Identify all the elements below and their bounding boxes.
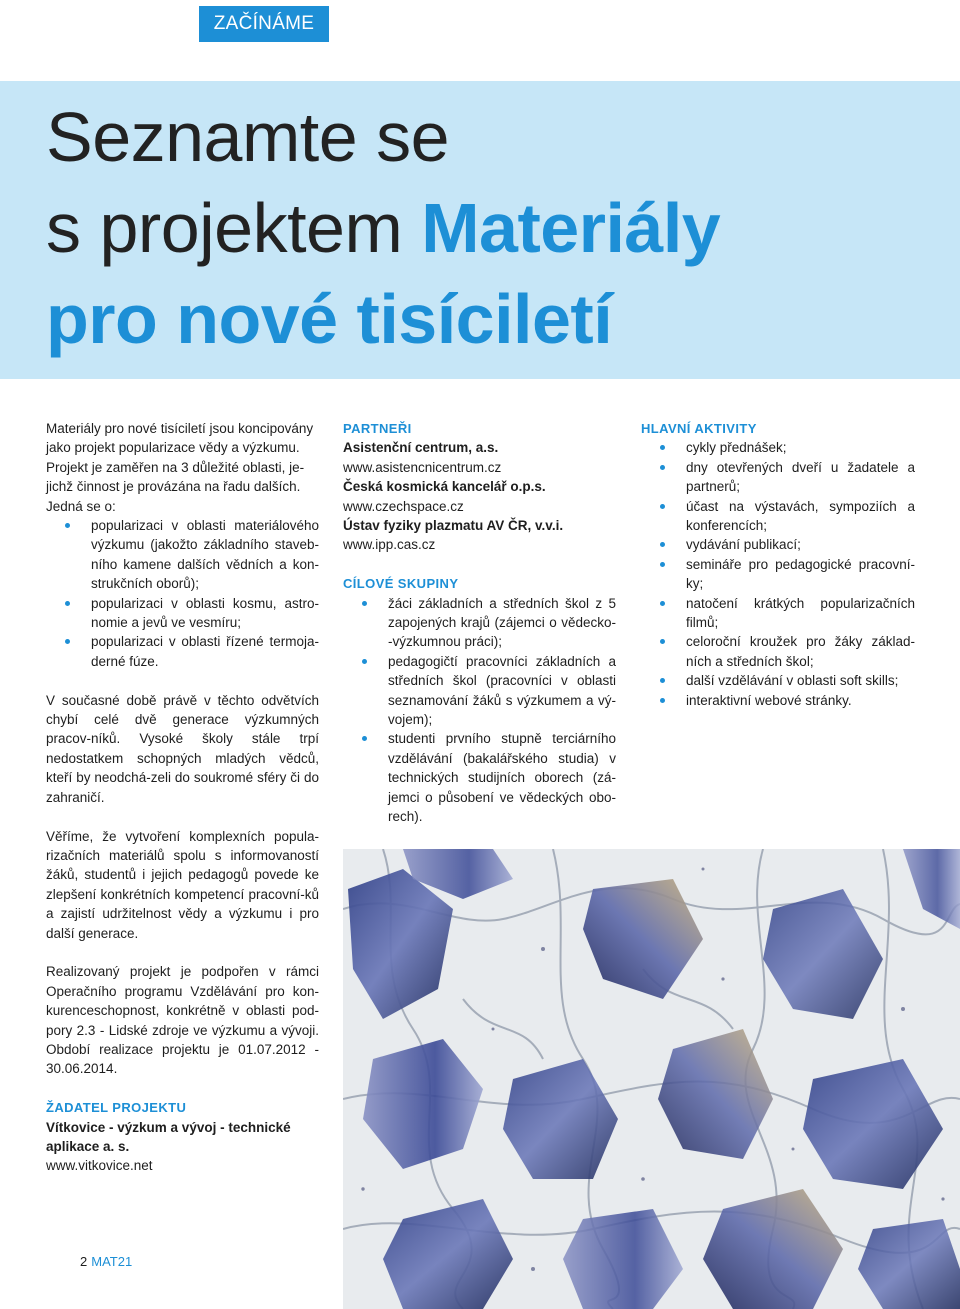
activities-list: [641, 438, 915, 710]
intro-line: jako projekt popularizace vědy a výzkumu.: [46, 440, 300, 456]
partner-web: www.asistencnicentrum.cz: [343, 459, 502, 475]
partner-entry: [343, 477, 616, 516]
page-title: [46, 92, 720, 365]
title-line-1: Seznamte se: [46, 98, 450, 176]
intro-text: [46, 419, 319, 516]
list-item: semináře pro pedagogické pracovní-ky;: [641, 555, 915, 594]
list-item: pedagogičtí pracovníci základních a středních škol (pracovníci v oblasti seznamování žáků s výzkumem a vý-vojem);: [343, 652, 616, 730]
list-item: studenti prvního stupně terciárního vzdělávání (bakalářského studia) v technických studijních oborech (zá-jemci o působení ve vědeckých obo-rech).: [343, 729, 616, 826]
intro-line: Materiály pro nové tisíciletí jsou koncipovány: [46, 421, 314, 436]
applicant-web: www.vitkovice.net: [46, 1158, 153, 1174]
target-groups-heading: CÍLOVÉ SKUPINY: [343, 576, 459, 592]
intro-line: jichž činnost je provázána na řadu dalších.: [46, 479, 301, 495]
partner-entry: [343, 516, 616, 555]
column-intro: [46, 419, 319, 1176]
title-line-2-plain: s projektem: [46, 189, 422, 267]
title-line-2-highlight: Materiály: [421, 189, 721, 267]
list-item: účast na výstavách, sympoziích a konferencích;: [641, 497, 915, 536]
focus-areas-list: [46, 516, 319, 671]
intro-line: Jedná se o:: [46, 498, 116, 514]
list-item: popularizaci v oblasti materiálového výzkumu (jakožto základního staveb-ního kamene dalších vědních a kon-strukčních oborů);: [46, 516, 319, 594]
target-groups-list: [343, 594, 616, 827]
intro-line: Projekt je zaměřen na 3 důležité oblasti, je-: [46, 459, 305, 475]
partner-name: Česká kosmická kancelář o.p.s.: [343, 479, 546, 495]
list-item: další vzdělávání v oblasti soft skills;: [641, 671, 915, 690]
list-item: natočení krátkých popularizačních filmů;: [641, 594, 915, 633]
list-item: interaktivní webové stránky.: [641, 691, 915, 710]
micrograph-image: [343, 849, 960, 1309]
partner-web: www.czechspace.cz: [343, 498, 464, 514]
list-item: celoroční kroužek pro žáky základ-ních a středních škol;: [641, 632, 915, 671]
section-tab: ZAČÍNÁME: [199, 6, 329, 42]
list-item: vydávání publikací;: [641, 535, 915, 554]
partners-heading: PARTNEŘI: [343, 421, 412, 436]
title-line-3-highlight: pro nové tisíciletí: [46, 280, 613, 358]
list-item: dny otevřených dveří u žadatele a partnerů;: [641, 458, 915, 497]
list-item: žáci základních a středních škol z 5 zapojených krajů (zájemci o vědecko--výzkumnou práci);: [343, 594, 616, 652]
magazine-name: MAT21: [91, 1254, 133, 1269]
partner-entry: [343, 438, 616, 477]
page-footer: [80, 1254, 132, 1269]
column-activities: [641, 419, 915, 710]
partner-web: www.ipp.cas.cz: [343, 537, 436, 553]
applicant-name: Vítkovice - výzkum a vývoj - technické aplikace a. s.: [46, 1119, 291, 1154]
list-item: popularizaci v oblasti řízené termoja-derné fúze.: [46, 632, 319, 671]
partner-name: Ústav fyziky plazmatu AV ČR, v.v.i.: [343, 518, 564, 534]
column-partners: [343, 419, 616, 827]
paragraph-belief: Věříme, že vytvoření komplexních popula-rizačních materiálů spolu s informovaností žáků, studentů i jejich pedagogů povede ke zlepšení konkrétních kompetencí pracovní-ků a zajistí udržitelnost vědy a výzkumu i pro další generace.: [46, 828, 319, 941]
paragraph-funding: Realizovaný projekt je podpořen v rámci Operačního programu Vzdělávání pro kon-kurenceschopnost, konkrétně v oblasti pod-pory 2.3 - Lidské zdroje ve výzkumu a vývoji. Období realizace projektu je 01.07.2012 - 30.06.2014.: [46, 964, 319, 1077]
list-item: cykly přednášek;: [641, 438, 915, 457]
partner-name: Asistenční centrum, a.s.: [343, 440, 499, 456]
applicant-heading: ŽADATEL PROJEKTU: [46, 1100, 187, 1116]
list-item: popularizaci v oblasti kosmu, astro-nomie a jevů ve vesmíru;: [46, 594, 319, 633]
page-number: 2: [80, 1254, 88, 1269]
activities-heading: HLAVNÍ AKTIVITY: [641, 421, 757, 436]
paragraph-researchers: V současné době právě v těchto odvětvích chybí celé dvě generace výzkumných pracov-níků. Vysoké školy stále trpí nedostatkem schopných mladých vědců, kteří by neodchá-zeli do soukromé sféry či do zahraničí.: [46, 692, 319, 805]
